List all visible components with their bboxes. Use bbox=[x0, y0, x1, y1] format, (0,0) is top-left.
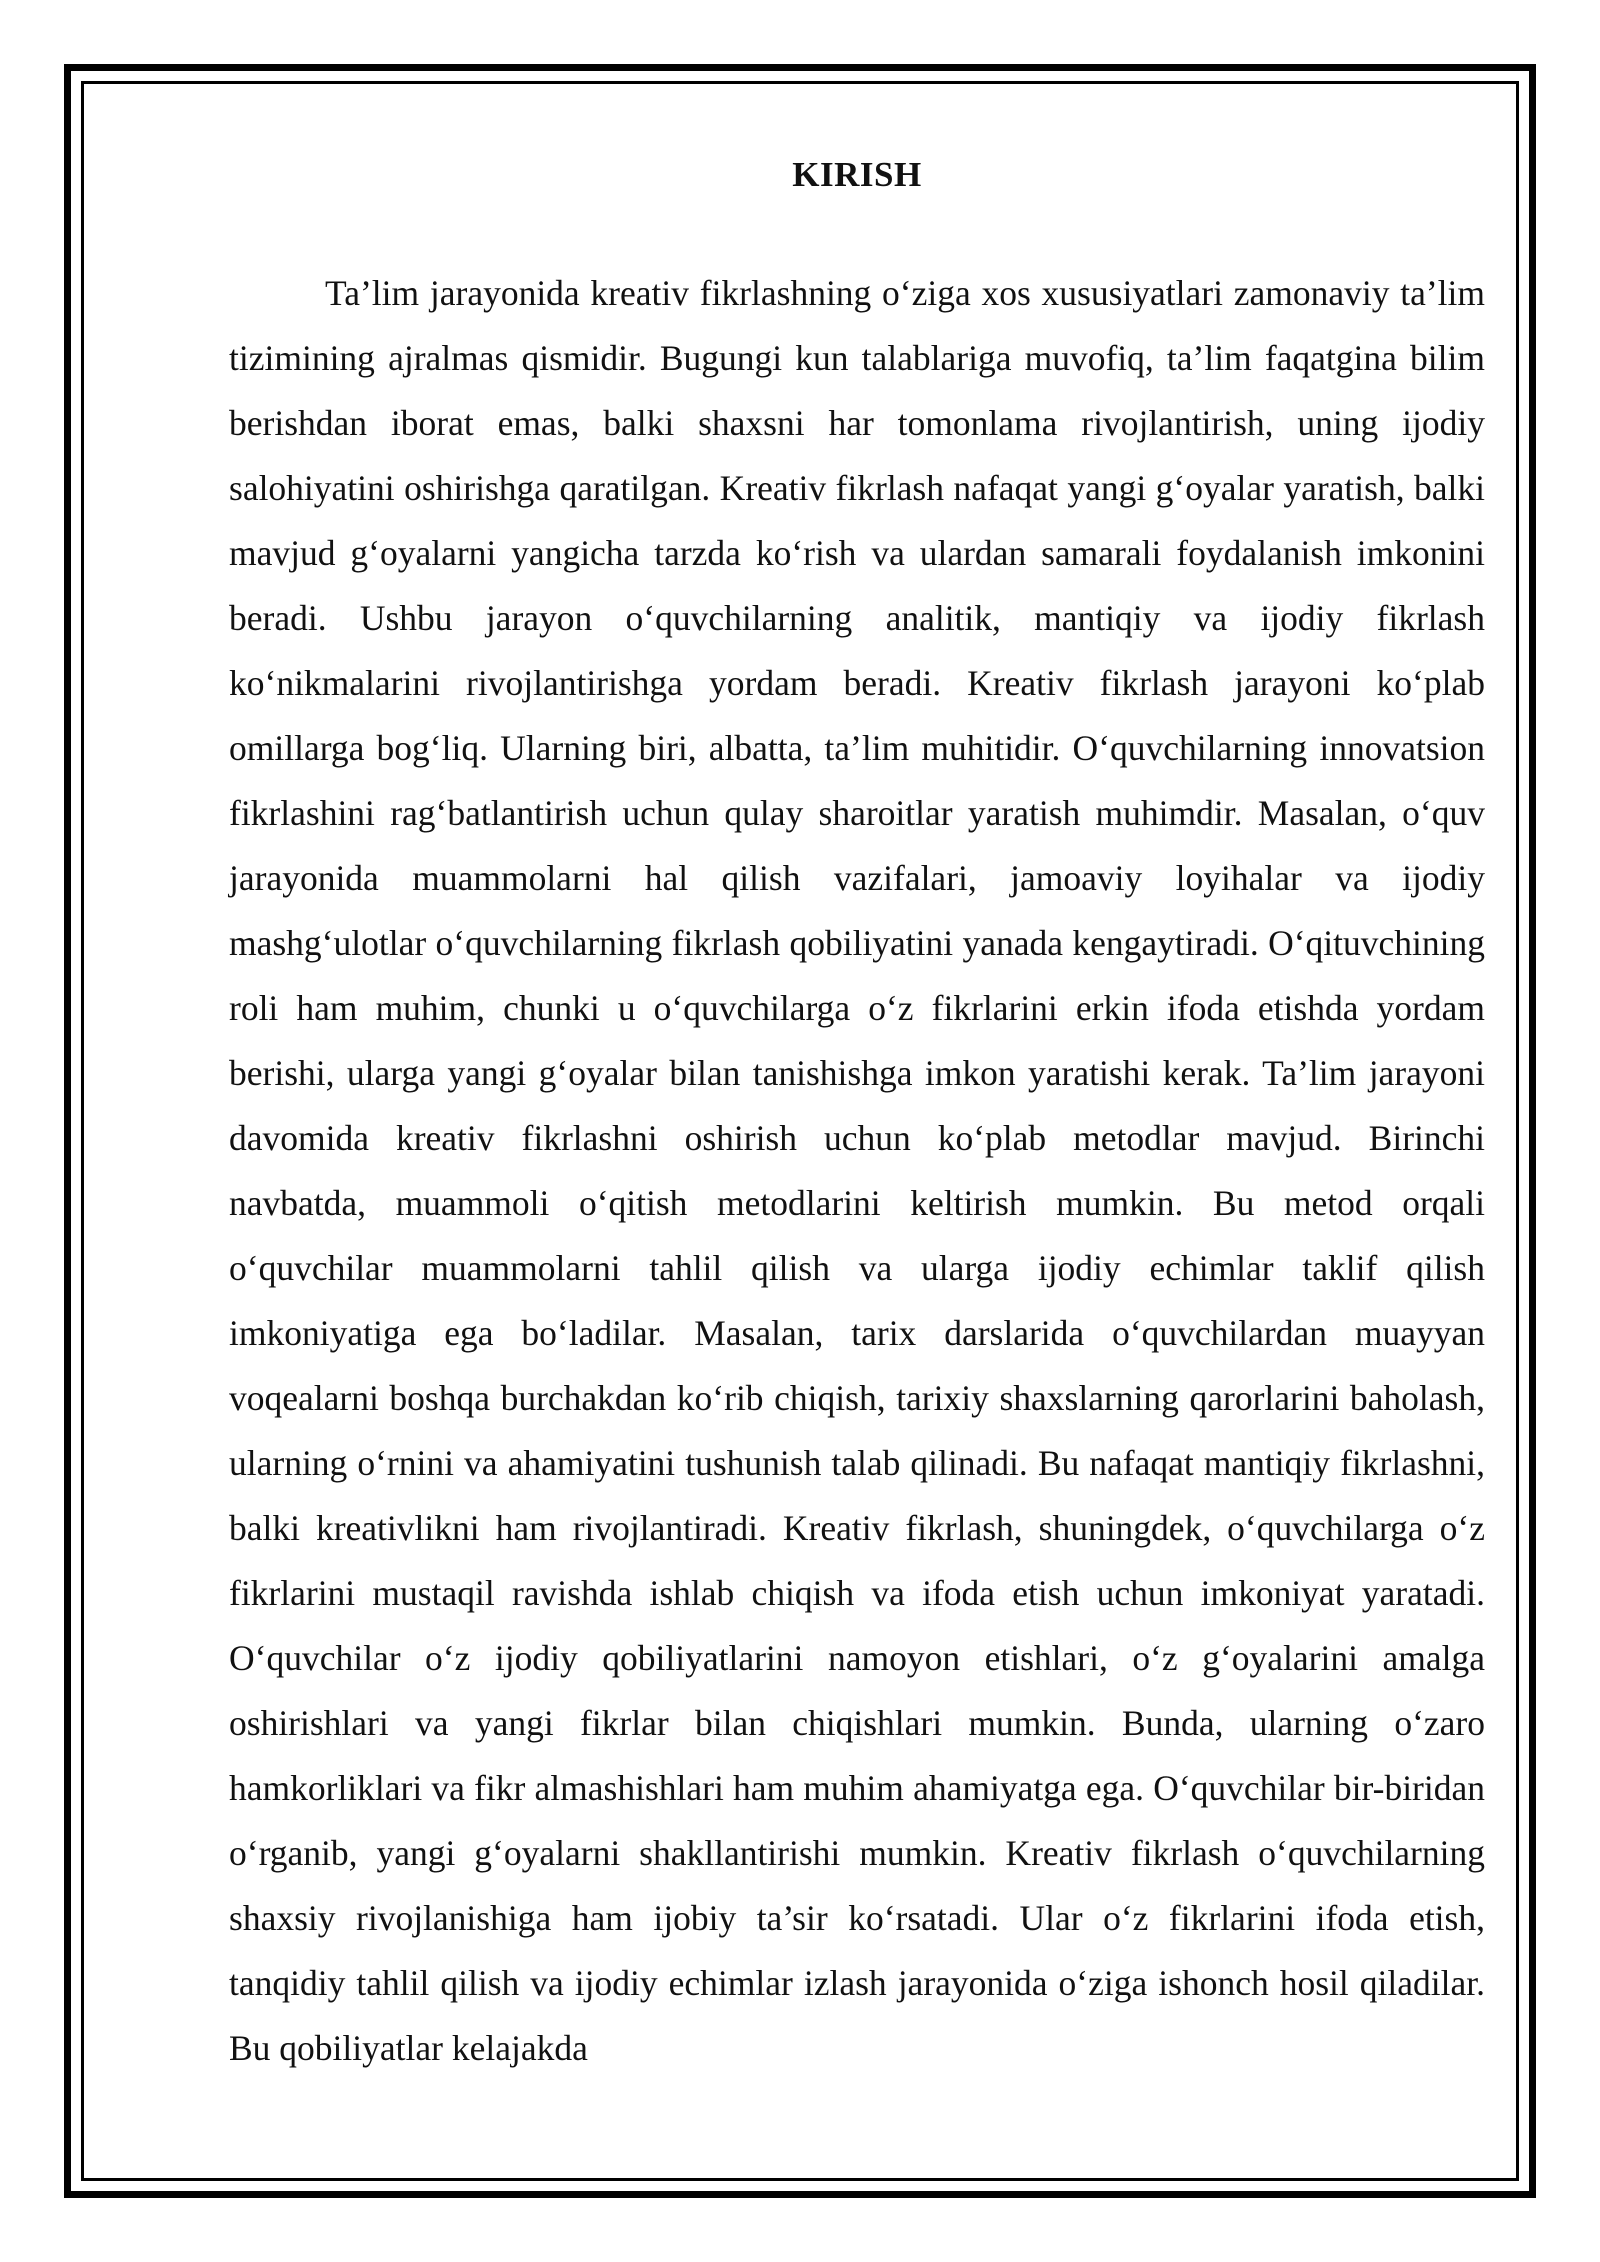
body-paragraph: Ta’lim jarayonida kreativ fikrlashning o‘ziga xos xususiyatlari zamonaviy ta’lim tizimining ajralmas qismidir. Bugungi kun talablariga muvofiq, ta’lim faqatgina bilim berishdan iborat emas, balki shaxsni har tomonlama rivojlantirish, uning ijodiy salohiyatini oshirishga qaratilgan. Kreativ fikrlash nafaqat yangi g‘oyalar yaratish, balki mavjud g‘oyalarni yangicha tarzda ko‘rish va ulardan samarali foydalanish imkonini beradi. Ushbu jarayon o‘quvchilarning analitik, mantiqiy va ijodiy fikrlash ko‘nikmalarini rivojlantirishga yordam beradi. Kreativ fikrlash jarayoni ko‘plab omillarga bog‘liq. Ularning biri, albatta, ta’lim muhitidir. O‘quvchilarning innovatsion fikrlashini rag‘batlantirish uchun qulay sharoitlar yaratish muhimdir. Masalan, o‘quv jarayonida muammolarni hal qilish vazifalari, jamoaviy loyihalar va ijodiy mashg‘ulotlar o‘quvchilarning fikrlash qobiliyatini yanada kengaytiradi. O‘qituvchining roli ham muhim, chunki u o‘quvchilarga o‘z fikrlarini erkin ifoda etishda yordam berishi, ularga yangi g‘oyalar bilan tanishishga imkon yaratishi kerak. Ta’lim jarayoni davomida kreativ fikrlashni oshirish uchun ko‘plab metodlar mavjud. Birinchi navbatda, muammoli o‘qitish metodlarini keltirish mumkin. Bu metod orqali o‘quvchilar muammolarni tahlil qilish va ularga ijodiy echimlar taklif qilish imkoniyatiga ega bo‘ladilar. Masalan, tarix darslarida o‘quvchilardan muayyan voqealarni boshqa burchakdan ko‘rib chiqish, tarixiy shaxslarning qarorlarini baholash, ularning o‘rnini va ahamiyatini tushunish talab qilinadi. Bu nafaqat mantiqiy fikrlashni, balki kreativlikni ham rivojlantiradi. Kreativ fikrlash, shuningdek, o‘quvchilarga o‘z fikrlarini mustaqil ravishda ishlab chiqish va ifoda etish uchun imkoniyat yaratadi. O‘quvchilar o‘z ijodiy qobiliyatlarini namoyon etishlari, o‘z g‘oyalarini amalga oshirishlari va yangi fikrlar bilan chiqishlari mumkin. Bunda, ularning o‘zaro hamkorliklari va fikr almashishlari ham muhim ahamiyatga ega. O‘quvchilar bir-biridan o‘rganib, yangi g‘oyalarni shakllantirishi mumkin. Kreativ fikrlash o‘quvchilarning shaxsiy rivojlanishiga ham ijobiy ta’sir ko‘rsatadi. Ular o‘z fikrlarini ifoda etish, tanqidiy tahlil qilish va ijodiy echimlar izlash jarayonida o‘ziga ishonch hosil qiladilar. Bu qobiliyatlar kelajakda bbox=[229, 273, 1485, 2068]
document-body bbox=[229, 145, 1485, 2081]
page-title: KIRISH bbox=[792, 155, 922, 194]
